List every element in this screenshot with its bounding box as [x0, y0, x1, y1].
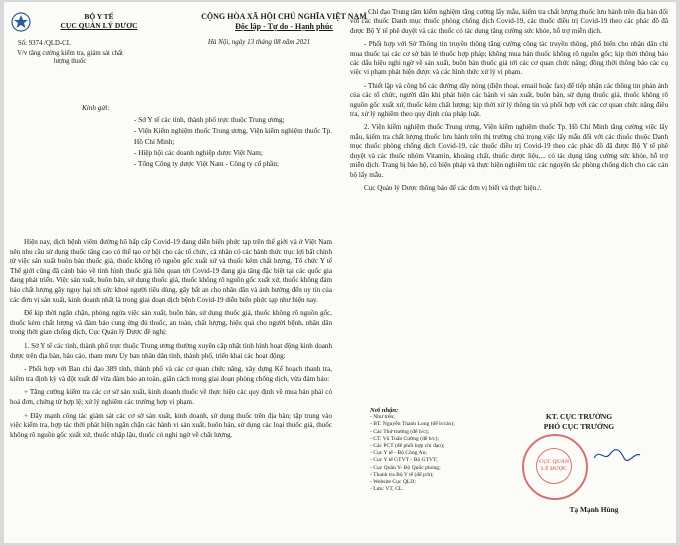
distribution-item: - Website Cục QLD;	[370, 479, 416, 486]
body-paragraph: Để kịp thời ngăn chặn, phòng ngừa việc sản xuất, buôn bán, sử dụng thuốc giả, thuốc không rõ nguồn gốc, thuốc kém chất lượng và đảm bảo cung ứng đủ thuốc, an toàn, chất lượng, hiệu quả cho người bệnh, nhân dân trong thời gian chống dịch, Cục Quản lý Dược đề nghị:	[10, 309, 332, 337]
signature-block	[504, 412, 654, 431]
body-paragraph: 1. Sở Y tế các tỉnh, thành phố trực thuộc Trung ương thường xuyên cập nhật tình hình hoạt động kinh doanh dược trên địa bàn, báo cáo, tham mưu Ủy ban nhân dân tỉnh, thành phố, triển khai các hoạt động:	[10, 341, 332, 360]
recipient-item: - Viện Kiểm nghiệm thuốc Trung ương, Viện kiểm nghiệm thuốc Tp. Hồ Chí Minh;	[134, 127, 332, 146]
document-subject: V/v tăng cường kiểm tra, giám sát chất lượng thuốc	[17, 50, 123, 65]
nation-name: CỘNG HÒA XÃ HỘI CHỦ NGHĨA VIỆT NAM	[201, 12, 367, 21]
distribution-title: Nơi nhận:	[370, 407, 399, 414]
body-left-column	[10, 238, 332, 440]
department-name: CỤC QUẢN LÝ DƯỢC	[60, 21, 138, 30]
recipient-item: - Hiệp hội các doanh nghiệp dược Việt Nam;	[134, 149, 263, 157]
body-paragraph: - Phối hợp với Sở Thông tin truyền thông tăng cường công tác truyền thông, phổ biến cho nhân dân chỉ mua thuốc tại các cơ sở bán lẻ thuốc hợp pháp; không mua bán thuốc không rõ nguồn gốc; kịp thời thông báo các dấu hiệu nghi ngờ về sản xuất, buôn bán thuốc giả tới các cơ quan chức năng; đồng thời thông báo các cụ việc vi phạm phát hiện được và các hình thức xử lý vi phạm.	[350, 40, 668, 77]
distribution-item: - Như trên;	[370, 414, 395, 421]
national-motto: Độc lập - Tự do - Hạnh phúc	[235, 22, 333, 31]
document-page	[4, 2, 676, 543]
ministry-name: BỘ Y TẾ	[84, 12, 114, 21]
document-number: Số: 9374 /QLD-CL	[18, 40, 71, 47]
signature-title-1: KT. CỤC TRƯỞNG	[545, 412, 613, 421]
distribution-item: - CT. Vũ Tuấn Cường (để b/c);	[370, 435, 440, 442]
official-stamp	[522, 434, 588, 500]
greeting: Kính gửi:	[82, 104, 110, 112]
distribution-item: - Các Thứ trưởng (để b/c);	[370, 428, 430, 435]
issuing-organization	[24, 12, 174, 30]
handwritten-signature	[592, 446, 642, 464]
distribution-item: - Các PCT (để phối hợp chỉ đạo);	[370, 443, 445, 450]
distribution-item: - Cục Y tế - Bộ Công An;	[370, 450, 427, 457]
distribution-item: - Cục Y tế GTVT - Bộ GTVT;	[370, 457, 438, 464]
body-paragraph: + Tăng cường kiểm tra các cơ sở sản xuất, kinh doanh thuốc về thực hiện các quy định về mua bán phải có hoá đơn, chứng từ hợp lệ; xử lý nghiêm các trường hợp vi phạm.	[10, 388, 332, 406]
body-paragraph: - Chỉ đạo Trung tâm kiểm nghiệm tăng cường lấy mẫu, kiểm tra chất lượng thuốc lưu hành trên địa bàn đối với các thuốc Danh mục thuốc phòng chống dịch Covid-19, các thuốc điều trị Covid-19 theo các phác đồ đã được Bộ Y tế phê duyệt và các thuốc có tác dụng tăng cường sức khỏe, hỗ trợ miễn dịch.	[350, 8, 668, 35]
stamp-text: CỤC QUẢN LÝ DƯỢC	[536, 448, 572, 484]
signature-title-2: PHÓ CỤC TRƯỞNG	[543, 421, 615, 431]
body-paragraph: Hiện nay, dịch bệnh viêm đường hô hấp cấp Covid-19 đang diễn biến phức tạp trên thế giới và ở Việt Nam nên nhu cầu sử dụng thuốc tăng cao có thể tạo cơ hội cho các tổ chức, cá nhân có các hành thức trục lợi bất chính từ việc sản xuất buôn bán thuốc giả, thuốc không rõ nguồn gốc xuất xứ và thuốc kém chất lượng. Tổ chức Y tế Thế giới cũng đã cảnh báo về tình hình thuốc giả liên quan tới Covid-19 đang gia tăng đặc biệt tại các quốc gia đang phát triển. Việc sản xuất, buôn bán, sử dụng thuốc giả, thuốc không rõ nguồn gốc xuất xứ, thuốc không đảm bảo chất lượng gây nguy hại tới sức khoẻ người tiêu dùng, gây bất an cho nhân dân và ảnh hưởng đến uy tín của các đơn vị sản xuất, kinh doanh nhất là trong giai đoạn dịch bệnh Covid-19 diễn biến phức tạp như hiện nay.	[10, 238, 332, 304]
body-paragraph: - Thiết lập và công bố các đường dây nóng (điện thoại, email hoặc fax) để tiếp nhận các thông tin phản ánh của các tổ chức, người dân khi phát hiện các hành vi sản xuất, buôn bán, sử dụng thuốc giả, thuốc không rõ nguồn gốc xuất xứ, thuốc kém chất lượng; kịp thời xử lý thông tin và phối hợp với các cơ quan chức năng điều tra, xử lý nghiêm theo quy định của pháp luật.	[350, 81, 668, 119]
distribution-list	[370, 407, 490, 493]
document-date: Hà Nội, ngày 13 tháng 08 năm 2021	[207, 38, 311, 46]
signer-name: Tạ Mạnh Hùng	[569, 505, 619, 514]
recipient-item: - Tổng Công ty dược Việt Nam - Công ty cổ phần;	[134, 160, 279, 168]
body-paragraph: 2. Viện kiểm nghiệm thuốc Trung ương, Viện kiểm nghiệm thuốc Tp. Hồ Chí Minh tăng cường việc lấy mẫu, kiểm tra chất lượng thuốc lưu hành trên thị trường chủ trọng việc lấy mẫu đối với các thuốc thuộc Danh mục thuốc phòng chống dịch Covid-19, các thuốc điều trị Covid-19 theo các phác đồ đã được Bộ Y tế phê duyệt và các thuốc nhóm Vitamin, khoáng chất, thuốc dược liệu,... có tác dụng tăng cường sức khỏe, hỗ trợ miễn dịch. Trang bị bảo hộ, có biện pháp và thực hiện nghiêm túc các nguyên tắc phòng chống dịch cho các cán bộ lấy mẫu.	[350, 123, 668, 179]
distribution-item: - Cục Quân Y- Bộ Quốc phòng;	[370, 464, 441, 471]
closing-line: Cục Quản lý Dược thông báo để các đơn vị biết và thực hiện./.	[364, 183, 542, 192]
body-paragraph: - Phối hợp với Ban chỉ đạo 389 tỉnh, thành phố và các cơ quan chức năng, xây dựng Kế hoạch thanh tra, kiểm tra định kỳ và đột xuất để vừa đảm bảo an toàn, giãn cách trong giai đoạn phòng chống dịch, vừa đảm bảo:	[10, 365, 332, 383]
distribution-item: - Thanh tra Bộ Y tế (để p/h);	[370, 471, 434, 478]
distribution-item: - BT. Nguyễn Thanh Long (để b/cáo);	[370, 421, 455, 428]
body-paragraph: + Đẩy mạnh công tác giám sát các cơ sở sản xuất, kinh doanh, sử dụng thuốc trên địa bàn; tập trung vào việc kiểm tra, hợp tác thời phát hiện ngăn chặn các hành vi sản xuất, buôn bán, sử dụng các loại thuốc giả, thuốc không rõ nguồn gốc xuất xứ, thuốc nhập lậu, thuốc có nghi ngờ về chất lượng.	[10, 411, 332, 439]
distribution-item: - Lưu: VT, CL.	[370, 486, 404, 493]
recipient-list	[134, 115, 334, 170]
body-right-column	[350, 8, 668, 193]
recipient-item: - Sở Y tế các tỉnh, thành phố trực thuộc Trung ương;	[134, 116, 285, 124]
